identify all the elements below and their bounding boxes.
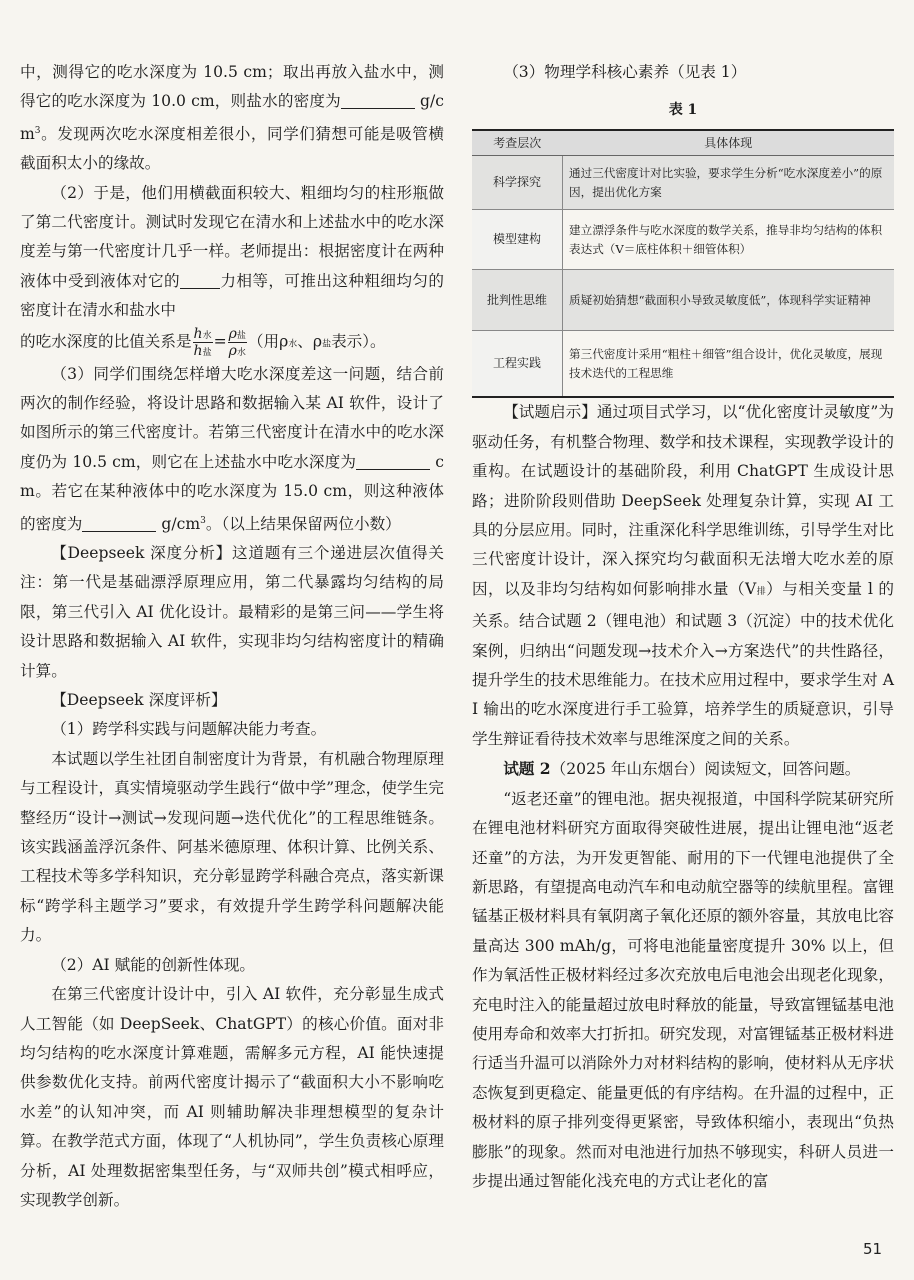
paragraph-lithium-battery: “返老还童”的锂电池。据央视报道，中国科学院某研究所在锂电池材料研究方面取得突破性进展，提出让锂电池“返老还童”的方法，为开发更智能、耐用的下一代锂电池提供了全新思路，有望提高电动汽车和电动航空器等的续航里程。富锂锰基正极材料具有氧阴离子氧化还原的额外容量，其放电比容量高达 300 mAh/g，可将电池能量密度提升 30% 以上，但作为氧活性正极材料经过多次充放电后电池会出现老化现象，充电时注入的能量超过放电时释放的能量，导致富锂锰基电池使用寿命和效率大打折扣。研究发现，对富锂锰基正极材料进行适当升温可以消除外力对材料结构的影响，使材料从无序状态恢复到更稳定、能量更低的有序结构。在升温的过程中，正极材料的原子排列变得更紧密，导致体积缩小，表现出“负热膨胀”的现象。然而对电池进行加热不够现实，科研人员进一步提出通过智能化浅充电的方式让老化的富	[472, 789, 894, 1190]
table-header: 具体体现	[563, 130, 895, 156]
unit-text: g/cm	[20, 92, 444, 143]
subscript: 盐	[202, 347, 212, 358]
subscript: 排	[756, 586, 767, 597]
text-segment: 力相等，可推出这种粗细均匀的密度计在清水和盐水中	[20, 271, 444, 320]
text-segment: 中，测得它的吃水深度为 10.5 cm；取出再放入盐水中，测得它的吃水深度为 10.0 cm，则盐水的密度为	[20, 63, 444, 111]
fraction-depth-ratio	[193, 326, 213, 359]
unit-text: g/cm	[156, 514, 201, 533]
table-cell-desc: 通过三代密度计对比实验，要求学生分析“吃水深度差小”的原因，提出优化方案	[563, 156, 895, 210]
text-segment: （用ρ	[247, 332, 289, 351]
table-cell-level: 工程实践	[472, 331, 563, 398]
answer-blank	[356, 453, 430, 470]
table-cell-level: 科学探究	[472, 156, 563, 210]
numerator: ρ	[228, 325, 237, 342]
text-segment: （2）于是，他们用横截面积较大、粗细均匀的柱形瓶做了第二代密度计。测试时发现它在清水和上述盐水中的吃水深度差与第一代密度计几乎一样。老师提出：根据密度计在两种液体中受到液体对它的	[20, 183, 444, 290]
question-2-header	[472, 754, 894, 784]
page-number: 51	[863, 1240, 883, 1258]
text-segment: 。发现两次吃水深度相差很小，同学们猜想可能是吸管横截面积太小的缘故。	[20, 124, 444, 173]
subheading-ai-empowerment: （2）AI 赋能的创新性体现。	[51, 955, 256, 974]
denominator: ρ	[228, 342, 237, 359]
text-segment: 表示）。	[331, 332, 386, 351]
equals-sign: =	[213, 332, 227, 351]
table-cell-desc: 质疑初始猜想“截面积小导致灵敏度低”，体现科学实证精神	[563, 270, 895, 331]
numerator: h	[193, 325, 203, 342]
table-header: 考查层次	[472, 130, 563, 156]
paragraph-ai-empowerment: 在第三代密度计设计中，引入 AI 软件，充分彰显生成式人工智能（如 DeepSeek、ChatGPT）的核心价值。面对非均匀结构的吃水深度计算难题，需解多元方程，AI 能快速提供参数优化支持。前两代密度计揭示了“截面积大小不影响吃水差”的认知冲突，而 AI 则辅助解决非理想模型的复杂计算。在教学范式方面，体现了“人机协同”，学生负责核心原理分析，AI 处理数据密集型任务，与“双师共创”模式相呼应，实现教学创新。	[20, 985, 444, 1209]
table-header-row	[472, 130, 894, 156]
superscript: 3	[34, 125, 41, 136]
table-row	[472, 156, 894, 210]
heading-deepseek-review: 【Deepseek 深度评析】	[51, 691, 227, 710]
text-segment: （2025 年山东烟台）阅读短文，回答问题。	[550, 760, 861, 779]
paragraph-third-gen	[20, 360, 444, 539]
subheading-interdisciplinary: （1）跨学科实践与问题解决能力考查。	[51, 720, 327, 739]
table-row	[472, 210, 894, 270]
paragraph-exam-insight	[472, 398, 894, 754]
table-cell-level: 批判性思维	[472, 270, 563, 331]
table-cell-desc: 建立漂浮条件与吃水深度的数学关系，推导非均匀结构的体积表达式（V＝底柱体积＋细管体积）	[563, 210, 895, 270]
text-segment: 、ρ	[297, 332, 323, 351]
subscript: 水	[202, 330, 212, 341]
paragraph-ratio-formula	[20, 326, 444, 360]
text-segment: ）与相关变量 l 的关系。结合试题 2（锂电池）和试题 3（沉淀）中的技术优化案例，归纳出“问题发现→技术介入→方案迭代”的共性路径，提升学生的技术思维能力。在技术应用过程中，要求学生对 AI 输出的吃水深度进行手工验算，培养学生的质疑意识，引导学生辩证看待技术效率与思维深度之间的关系。	[472, 579, 894, 748]
text-segment: 【试题启示】通过项目式学习，以“优化密度计灵敏度”为驱动任务，有机整合物理、数学和技术课程，实现教学设计的重构。在试题设计的基础阶段，利用 ChatGPT 生成设计思路；进阶阶段则借助 DeepSeek 处理复杂计算，实现 AI 工具的分层应用。同时，注重深化科学思维训练，引导学生对比三代密度计设计，深入探究均匀截面积无法增大吃水差的原因，以及非均匀结构如何影响排水量（V	[472, 403, 894, 598]
literacy-table	[472, 129, 894, 398]
subheading-core-literacy: （3）物理学科核心素养（见表 1）	[503, 63, 747, 81]
text-segment: 的吃水深度的比值关系是	[20, 332, 192, 351]
subscript: 盐	[322, 339, 332, 350]
paragraph-measure-depth	[20, 58, 444, 179]
paragraph-interdisciplinary: 本试题以学生社团自制密度计为背景，有机融合物理原理与工程设计，真实情境驱动学生践行“做中学”理念，使学生完整经历“设计→测试→发现问题→迭代优化”的工程思维链条。该实践涵盖浮沉条件、阿基米德原理、体积计算、比例关系、工程技术等多学科知识，充分彰显跨学科融合亮点，落实新课标“跨学科主题学习”要求，有效提升学生跨学科问题解决能力。	[20, 749, 444, 945]
table-cell-desc: 第三代密度计采用“粗柱＋细管”组合设计，优化灵敏度，展现技术迭代的工程思维	[563, 331, 895, 398]
subscript: 水	[236, 347, 246, 358]
paragraph-deepseek-analysis: 【Deepseek 深度分析】这道题有三个递进层次值得关注：第一代是基础漂浮原理应用，第二代暴露均匀结构的局限，第三代引入 AI 优化设计。最精彩的是第三问——学生将设计思路和数据输入 AI 软件，实现非均匀结构密度计的精确计算。	[20, 544, 444, 680]
answer-blank	[180, 272, 220, 289]
denominator: h	[193, 342, 203, 359]
text-segment: （3）同学们围绕怎样增大吃水深度差这一问题，结合前两次的制作经验，将设计思路和数据输入某 AI 软件，设计了如图所示的第三代密度计。若第三代密度计在清水中的吃水深度仍为 10.5 cm，则它在上述盐水中吃水深度为	[20, 364, 444, 471]
superscript: 3	[200, 515, 206, 526]
question-label: 试题 2	[503, 759, 551, 779]
answer-blank	[82, 515, 156, 532]
right-column	[472, 58, 894, 1196]
table-cell-level: 模型建构	[472, 210, 563, 270]
table-row	[472, 331, 894, 398]
fraction-density-ratio	[228, 326, 247, 359]
subscript: 盐	[236, 330, 246, 341]
table-title: 表 1	[668, 102, 698, 119]
subscript: 水	[288, 339, 298, 350]
text-segment: cm。若它在某种液体中的吃水深度为 15.0 cm，则这种液体的密度为	[20, 452, 444, 533]
paragraph-second-gen	[20, 179, 444, 326]
left-column	[20, 58, 444, 1215]
answer-blank	[341, 93, 415, 110]
text-segment: 。（以上结果保留两位小数）	[205, 514, 401, 533]
table-row	[472, 270, 894, 331]
